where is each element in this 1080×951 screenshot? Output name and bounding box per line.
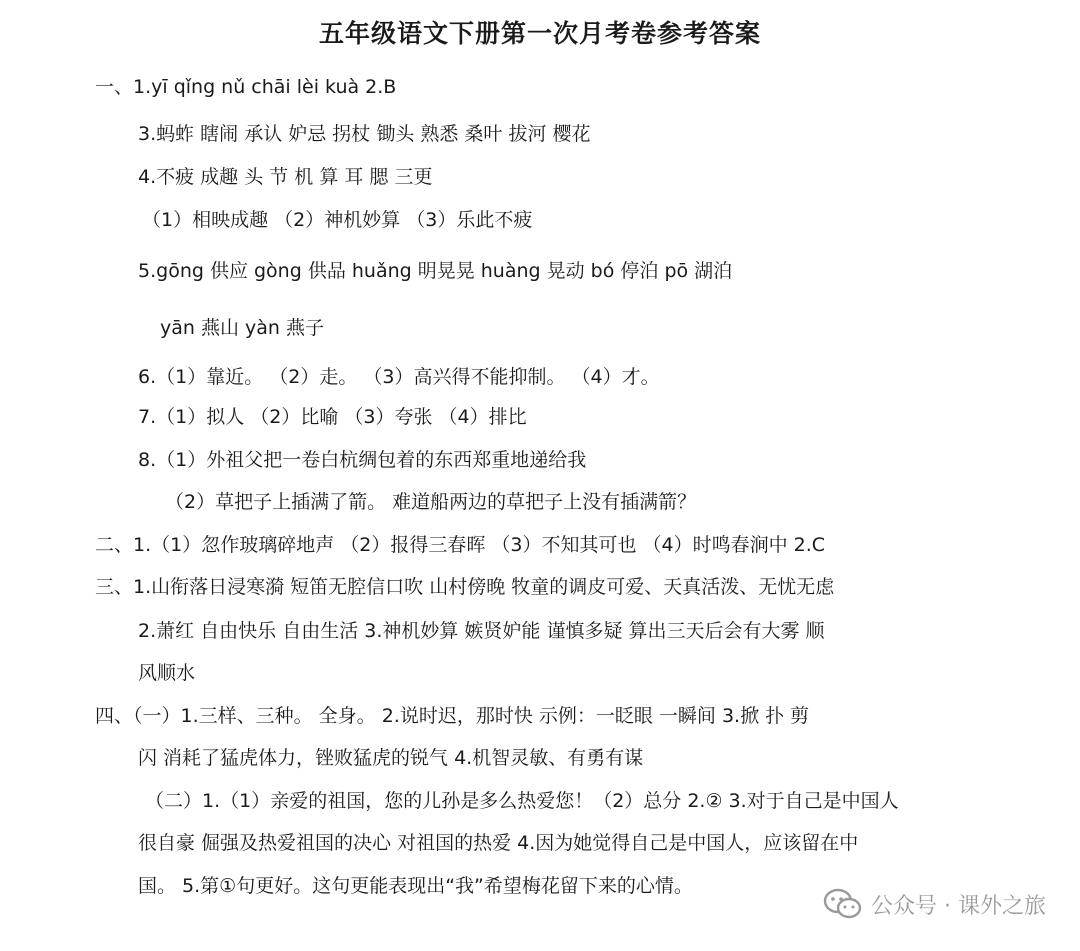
wechat-icon (823, 888, 863, 920)
watermark-text: 公众号 · 课外之旅 (871, 893, 1046, 919)
answer-line: 3.蚂蚱 瞎闹 承认 妒忌 拐杖 锄头 熟悉 桑叶 拔河 樱花 (138, 123, 591, 145)
answer-line: 四、（一）1.三样、三种。 全身。 2.说时迟，那时快 示例：一眨眼 一瞬间 3.掀 扑 剪 (95, 705, 810, 727)
answer-line: （2）草把子上插满了箭。 难道船两边的草把子上没有插满箭？ (165, 491, 697, 513)
answer-line: 二、1.（1）忽作玻璃碎地声 （2）报得三春晖 （3）不知其可也 （4）时鸣春涧中 2.C (95, 534, 826, 556)
answer-line: 6.（1）靠近。 （2）走。 （3）高兴得不能抑制。 （4）才。 (138, 366, 660, 388)
answer-line: 很自豪 倔强及热爱祖国的决心 对祖国的热爱 4.因为她觉得自己是中国人，应该留在中 (138, 832, 859, 854)
answer-line: （1）相映成趣 （2）神机妙算 （3）乐此不疲 (142, 209, 533, 231)
answer-line: 5.gōng 供应 gòng 供品 huǎng 明晃晃 huàng 晃动 bó 停泊 pō 湖泊 (138, 260, 733, 282)
answer-line: 风顺水 (138, 662, 196, 684)
answer-line: 三、1.山衔落日浸寒漪 短笛无腔信口吹 山村傍晚 牧童的调皮可爱、天真活泼、无忧无虑 (95, 576, 835, 598)
answer-line: yān 燕山 yàn 燕子 (160, 317, 324, 339)
page-title: 五年级语文下册第一次月考卷参考答案 (318, 19, 761, 48)
answer-line: 一、1.yī qǐng nǔ chāi lèi kuà 2.B (95, 76, 397, 98)
answer-line: 4.不疲 成趣 头 节 机 算 耳 腮 三更 (138, 166, 433, 188)
answer-line: 闪 消耗了猛虎体力，锉败猛虎的锐气 4.机智灵敏、有勇有谋 (138, 747, 644, 769)
watermark (823, 888, 1046, 920)
answer-line: 7.（1）拟人 （2）比喻 （3）夸张 （4）排比 (138, 406, 527, 428)
answer-line: 2.萧红 自由快乐 自由生活 3.神机妙算 嫉贤妒能 谨慎多疑 算出三天后会有大雾 顺 (138, 620, 825, 642)
answer-line: 国。 5.第①句更好。这句更能表现出“我”希望梅花留下来的心情。 (138, 875, 693, 897)
answer-line: （二）1.（1）亲爱的祖国，您的儿孙是多么热爱您！（2）总分 2.② 3.对于自己是中国人 (145, 790, 899, 812)
answer-line: 8.（1）外祖父把一卷白杭绸包着的东西郑重地递给我 (138, 449, 587, 471)
